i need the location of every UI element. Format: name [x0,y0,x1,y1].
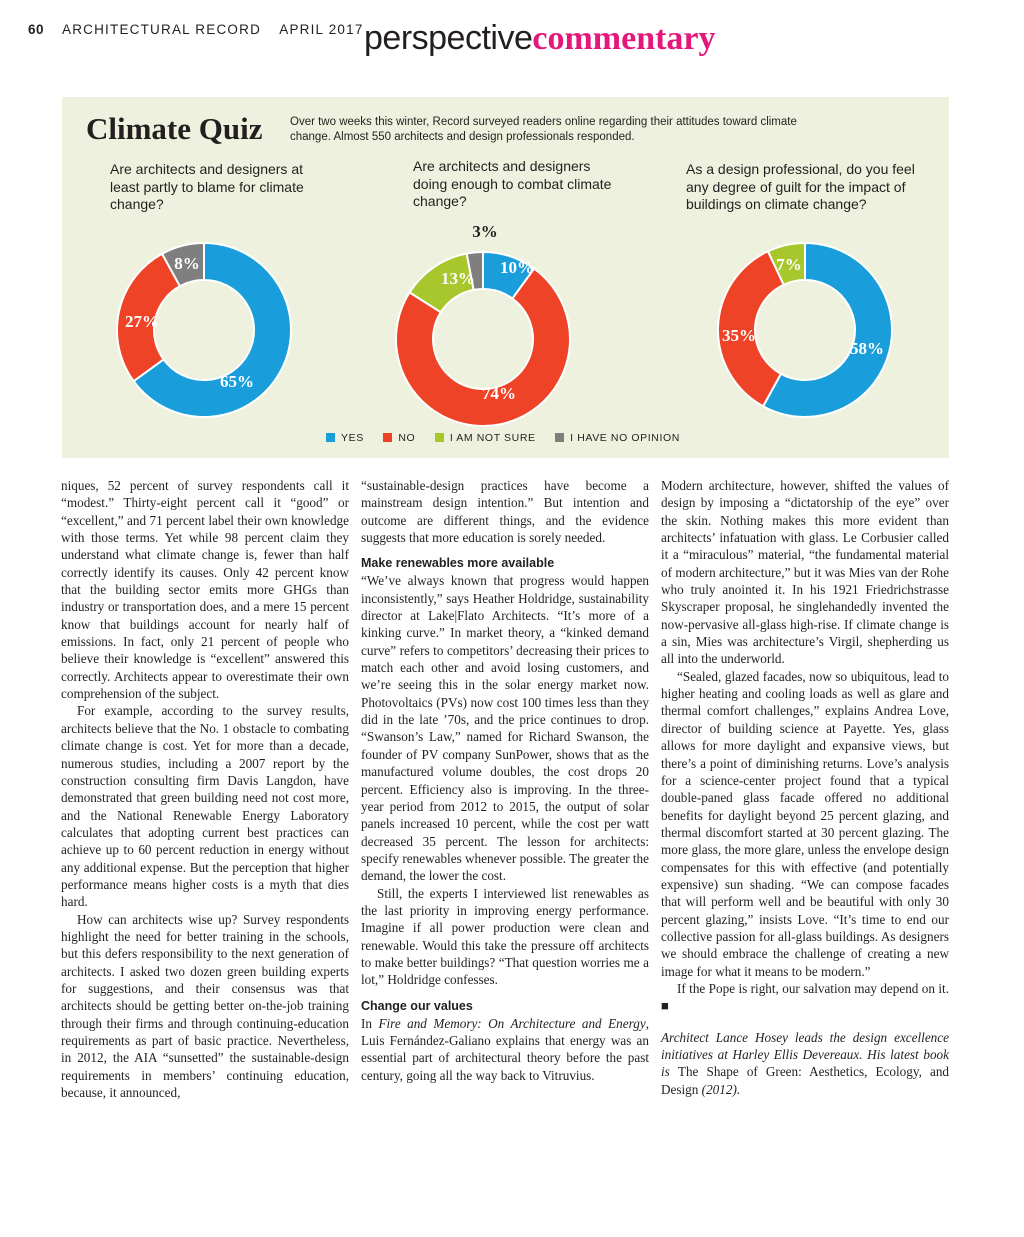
donut-label-guilt-i-am-not-sure: 7% [776,255,802,274]
bio-text: (2012). [698,1081,741,1097]
quiz-intro: Over two weeks this winter, Record surveyed readers online regarding their attitudes toward climate change. Almost 550 architects and design professionals responded. [290,116,797,143]
paragraph: Still, the experts I interviewed list renewables as the last priority in improving energy performance. Imagine if all power production were clean and renewable. Would this take the pressure off architects to make better buildings? “That question worries me a lot,” Holdridge confesses. [361,885,649,988]
section-title-bold: commentary [532,20,716,57]
legend-label-yes: YES [341,432,364,444]
bio-book-title: The Shape of Green: Aesthetics, Ecology, and Design [661,1064,950,1097]
legend-swatch-no-opinion [555,433,564,442]
legend-item-not-sure [435,432,536,444]
donut-chart-blame [117,243,291,417]
donut-chart-enough [396,222,570,426]
donut-label-blame-no: 27% [125,312,159,331]
donut-chart-guilt [718,243,892,417]
book-title: Fire and Memory: On Architecture and Energy [378,1015,646,1031]
question-2: Are architects and designers doing enough to combat climate change? [413,158,612,209]
issue-date: APRIL 2017 [279,22,364,37]
text-run: , Luis Fernández-Galiano explains that energy was an essential part of architectural theory before the past century, going all the way back to Vitruvius. [361,1015,649,1083]
paragraph: “sustainable-design practices have become a mainstream design intention.” But intention and outcome are different things, and the evidence suggests that more education is sorely needed. [361,478,649,546]
publication-line [62,22,378,37]
paragraph: Modern architecture, however, shifted the values of design by imposing a “dictatorship of the eye” over the skin. Nothing makes this more evident than architects’ infatuation with glass. Le Corbusier called it a “miraculous” material, “the fundamental material of modern architecture,” but it was Mies van der Rohe who truly anointed it. In his 1921 Friedrichstrasse Skyscraper proposal, he singlehandedly invented the now-pervasive all-glass high-rise. If climate change is a sin, Mies was architecture’s Virgil, shepherding us all into the underworld. [661,478,949,667]
paragraph: niques, 52 percent of survey respondents call it “modest.” Thirty-eight percent call it “good” or “excellent,” and 71 percent label their own knowledge with those terms. Yet while 98 percent claim they understand what climate change is, fewer than half correctly identify its causes. Only 42 percent know that the building sector emits more GHGs than industry or transportation does, and a mere 15 percent know that buildings account for nearly half of emissions. In fact, only 21 percent of people who believe their knowledge is “excellent” answered this correctly. Architects appear to overestimate their own comprehension of the subject. [61,478,349,702]
climate-quiz-panel [62,97,949,458]
subheading-renewables: Make renewables more available [361,556,555,571]
paragraph: For example, according to the survey results, architects believe that the No. 1 obstacle to combating climate change is cost. Yet for more than a decade, numerous studies, including a 2007 report by the construction consulting firm Davis Langdon, have demonstrated that green building need not cost more, and the National Renewable Energy Laboratory calculates that adopting current best practices can achieve up to 60 percent reduction in energy without any additional expense. But the perception that higher performance means higher costs is a myth that dies hard. [61,703,349,910]
page-number: 60 [28,22,45,37]
article-column-3 [661,477,949,1098]
text-run: In [361,1015,379,1031]
publication-name: ARCHITECTURAL RECORD [62,22,262,37]
quiz-title: Climate Quiz [86,111,263,146]
legend-item-no-opinion [555,432,680,444]
subheading-values: Change our values [361,998,473,1013]
article-column-2 [361,477,649,1084]
page-header [28,18,1008,68]
question-1: Are architects and designers at least partly to blame for climate change? [110,161,304,212]
legend-label-not-sure: I AM NOT SURE [449,432,536,444]
donut-label-enough-i-am-not-sure: 13% [441,269,475,288]
donut-label-enough-yes: 10% [500,258,534,277]
paragraph: “We’ve always known that progress would happen inconsistently,” says Heather Holdridge, sustainability director at Lake|Flato Architects. “It’s more of a kinking curve.” In market theory, a “kinked demand curve” refers to competitors’ decreasing their prices to match each other and avoid losing customers, and we’re seeing this in the solar energy market now. Photovoltaics (PVs) now cost 100 times less than they did in the late ’70s, and the price continues to drop. “Swanson’s Law,” named for Richard Swanson, the founder of PV company SunPower, shows that as the manufactured volume doubles, the cost drops 20 percent. Efficiency also is improving. In the three-year period from 2012 to 2015, the output of solar panels increased 10 percent, while the cost per watt decreased 35 percent. The lesson for architects: specify renewables whenever possible. The greater the demand, the lower the cost. [361,573,649,884]
legend-swatch-not-sure [435,433,444,442]
donut-label-blame-yes: 65% [220,372,254,391]
article-column-1 [61,477,349,1101]
legend-swatch-yes [326,433,335,442]
legend-item-no [383,432,415,444]
section-title-light: perspective [364,19,533,57]
paragraph [361,1015,649,1084]
bio-text: Architect Lance Hosey leads the design excellence initiatives at Harley Ellis Devereaux. His latest book is [661,1029,949,1080]
donut-label-enough-i-have-no-opinion: 3% [472,222,498,241]
question-3: As a design professional, do you feel any degree of guilt for the impact of buildings on climate change? [686,161,915,212]
donut-charts [62,97,949,458]
donut-label-enough-no: 74% [482,384,516,403]
paragraph: How can architects wise up? Survey respondents highlight the need for better training in the schools, but this defers responsibility to the next generation of architects. I asked two dozen green building experts for suggestions, and their consensus was that architects should be getting better on-the-job training through their firms and through continuing-education requirements as part of basic practice. Nevertheless, in 2012, the AIA “sunsetted” the sustainable-design requirements in members’ continuing education, because, it announced, [61,911,349,1101]
paragraph: If the Pope is right, our salvation may depend on it. ■ [661,980,949,1014]
chart-legend [326,432,696,444]
legend-swatch-no [383,433,392,442]
donut-label-guilt-yes: 58% [850,339,884,358]
legend-item-yes [326,432,364,444]
paragraph: “Sealed, glazed facades, now so ubiquitous, lead to higher heating and cooling loads as well as glare and thermal comfort challenges,” explains Andrea Love, director of building science at Payette. Yes, glass allows for more daylight and expansive views, but there’s a point of diminishing returns. Love’s analysis for a science-center project found that a typical double-paned glass facade offered no additional benefits for daylight beyond 25 percent glazing, and thermal discomfort started at 30 percent glazing. The more glass, the more glare, unless the envelope design compensates for this with effective (and potentially expensive) sun shading. “We can compose facades that will perform well and be beautiful with only 30 percent glazing,” insists Love. “It’s time to end our collective passion for all-glass buildings. As designers we should embrace the challenge of creating a new image for what it means to be modern.” [661,668,949,979]
legend-label-no-opinion: I HAVE NO OPINION [570,432,680,444]
author-bio [661,1029,949,1098]
donut-label-guilt-no: 35% [722,326,756,345]
donut-label-blame-i-have-no-opinion: 8% [174,254,200,273]
section-title [364,18,716,59]
legend-label-no: NO [398,432,416,444]
